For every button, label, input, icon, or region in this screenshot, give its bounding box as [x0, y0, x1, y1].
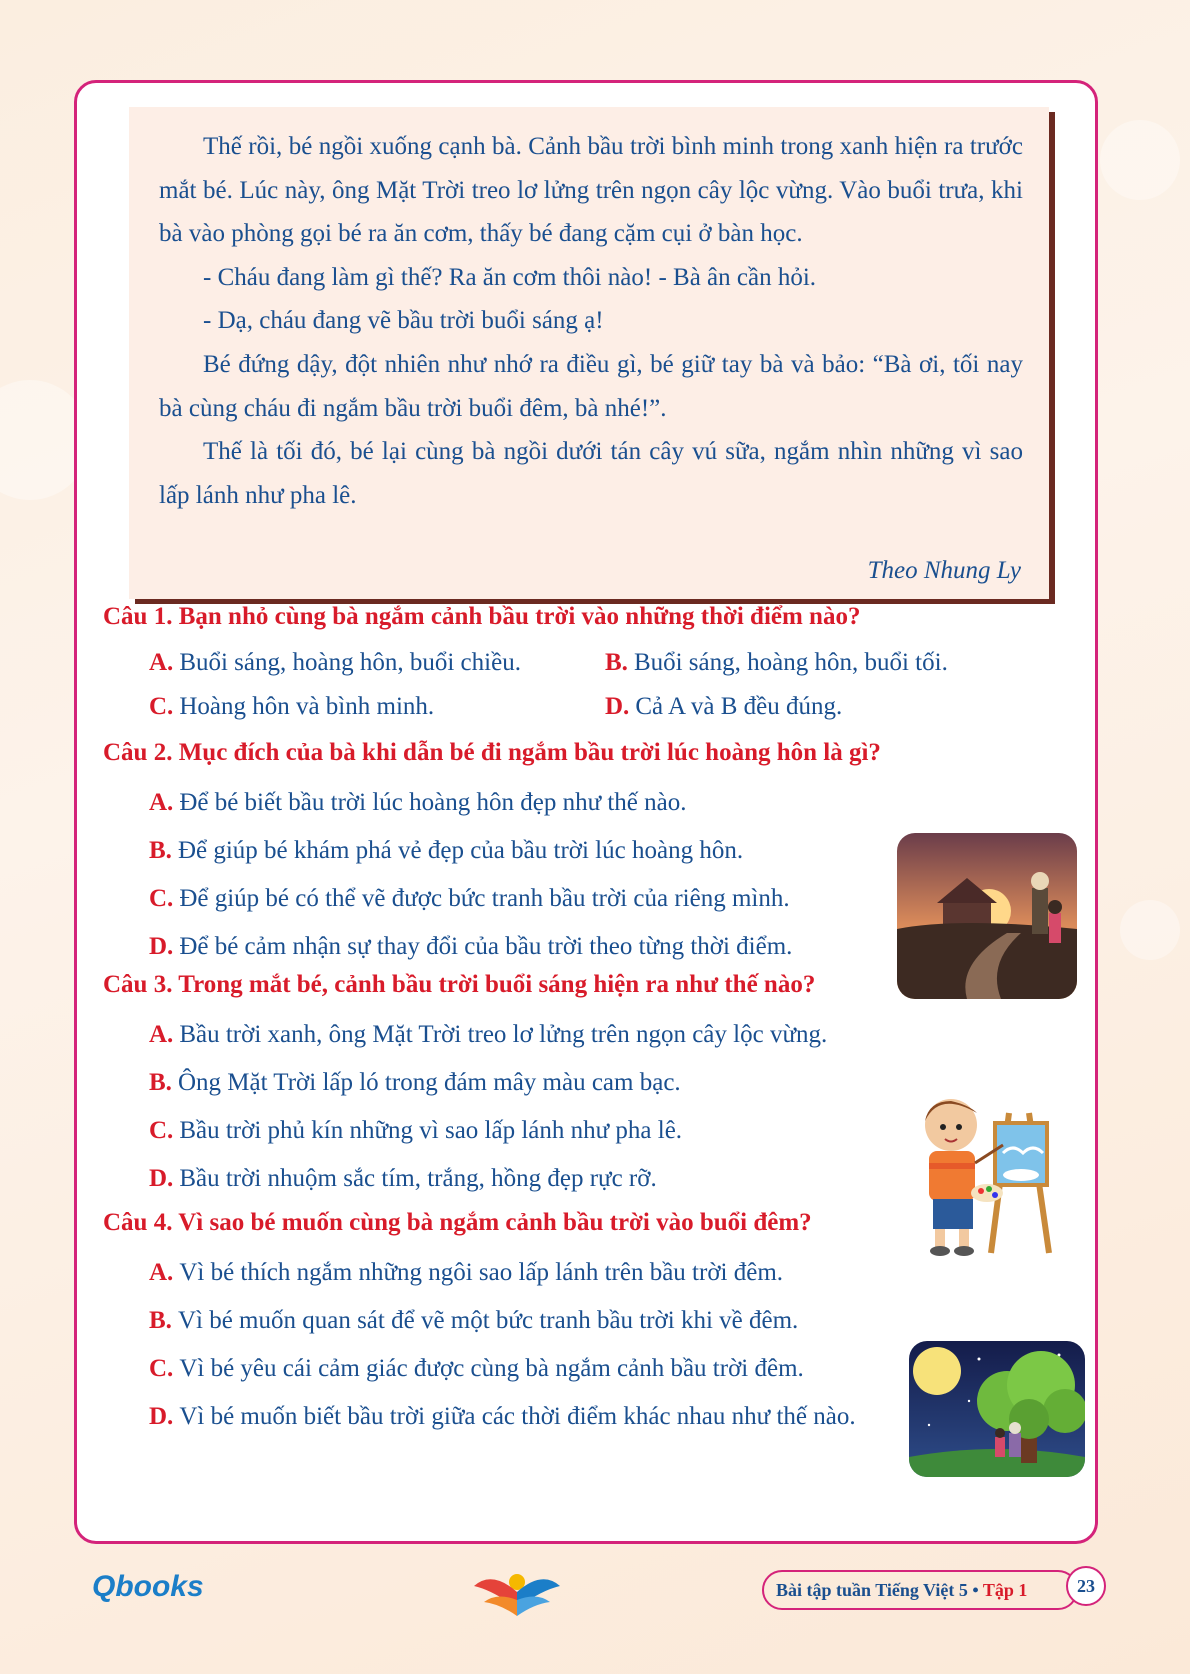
option-text: Buổi sáng, hoàng hôn, buổi tối. — [633, 649, 948, 676]
sunset-grandma-child-image — [897, 833, 1077, 999]
option-letter: D. — [605, 693, 630, 720]
option-text: Để giúp bé khám phá vẻ đẹp của bầu trời lúc hoàng hôn. — [177, 837, 744, 864]
story-paragraph: - Cháu đang làm gì thế? Ra ăn cơm thôi nào! - Bà ân cần hỏi. — [203, 263, 817, 291]
question-3-option-a[interactable] — [149, 1021, 827, 1049]
option-letter: D. — [149, 933, 174, 960]
book-title-badge — [762, 1570, 1078, 1610]
question-2-option-a[interactable] — [149, 789, 687, 817]
option-letter: C. — [149, 885, 174, 912]
boy-painting-image — [899, 1083, 1069, 1263]
option-letter: D. — [149, 1403, 174, 1430]
question-2-title: Câu 2. Mục đích của bà khi dẫn bé đi ngắm bầu trời lúc hoàng hôn là gì? — [103, 739, 881, 766]
question-2-option-c[interactable] — [149, 885, 790, 913]
story-paragraph: Thế rồi, bé ngồi xuống cạnh bà. Cảnh bầu trời bình minh trong xanh hiện ra trước mắt bé. Lúc này, ông Mặt Trời treo lơ lửng trên ngọn cây lộc vừng. Vào buổi trưa, khi bà vào phòng gọi bé ra ăn cơm, thấy bé đang cặm cụi ở bàn học. — [159, 133, 1023, 248]
question-3-title: Câu 3. Trong mắt bé, cảnh bầu trời buổi sáng hiện ra như thế nào? — [103, 971, 816, 998]
option-text: Để giúp bé có thể vẽ được bức tranh bầu trời của riêng mình. — [179, 885, 790, 912]
option-letter: C. — [149, 1355, 174, 1382]
option-letter: C. — [149, 1117, 174, 1144]
story-box — [129, 107, 1049, 599]
option-letter: A. — [149, 789, 174, 816]
page-number: 23 — [1066, 1566, 1106, 1606]
option-text: Vì bé yêu cái cảm giác được cùng bà ngắm cảnh bầu trời đêm. — [179, 1355, 804, 1382]
question-1-option-d[interactable] — [605, 693, 842, 721]
question-3-option-c[interactable] — [149, 1117, 682, 1145]
option-text: Ông Mặt Trời lấp ló trong đám mây màu cam bạc. — [177, 1069, 681, 1096]
option-letter: B. — [149, 1307, 172, 1334]
question-1-option-b[interactable] — [605, 649, 948, 677]
option-letter: D. — [149, 1165, 174, 1192]
option-text: Bầu trời nhuộm sắc tím, trắng, hồng đẹp rực rỡ. — [179, 1165, 657, 1192]
option-text: Vì bé muốn quan sát để vẽ một bức tranh bầu trời khi về đêm. — [177, 1307, 799, 1334]
question-2-option-d[interactable] — [149, 933, 792, 961]
option-letter: B. — [149, 837, 172, 864]
center-emblem — [472, 1570, 562, 1620]
option-text: Bầu trời phủ kín những vì sao lấp lánh như pha lê. — [179, 1117, 683, 1144]
option-letter: A. — [149, 1021, 174, 1048]
story-paragraph: Bé đứng dậy, đột nhiên như nhớ ra điều gì, bé giữ tay bà và bảo: “Bà ơi, tối nay bà cùng cháu đi ngắm bầu trời buổi đêm, bà nhé!”. — [159, 350, 1023, 422]
option-text: Vì bé thích ngắm những ngôi sao lấp lánh trên bầu trời đêm. — [179, 1259, 784, 1286]
option-letter: C. — [149, 693, 174, 720]
question-3-option-b[interactable] — [149, 1069, 681, 1097]
story-paragraph: Thế là tối đó, bé lại cùng bà ngồi dưới tán cây vú sữa, ngắm nhìn những vì sao lấp lánh như pha lê. — [159, 438, 1023, 509]
option-text: Cả A và B đều đúng. — [635, 693, 843, 720]
option-letter: B. — [149, 1069, 172, 1096]
option-text: Buổi sáng, hoàng hôn, buổi chiều. — [179, 649, 521, 676]
story-paragraph: - Dạ, cháu đang vẽ bầu trời buổi sáng ạ! — [203, 307, 604, 335]
story-text — [159, 125, 1023, 517]
night-tree-moon-image — [909, 1341, 1085, 1477]
option-letter: A. — [149, 1259, 174, 1286]
question-4-title: Câu 4. Vì sao bé muốn cùng bà ngắm cảnh bầu trời vào buổi đêm? — [103, 1209, 812, 1236]
question-2-option-b[interactable] — [149, 837, 743, 865]
option-text: Vì bé muốn biết bầu trời giữa các thời điểm khác nhau như thế nào. — [179, 1403, 856, 1430]
question-1-option-c[interactable] — [149, 693, 434, 721]
book-title: Bài tập tuần Tiếng Việt 5 • — [776, 1580, 979, 1600]
option-text: Để bé biết bầu trời lúc hoàng hôn đẹp như thế nào. — [179, 789, 687, 816]
option-letter: A. — [149, 649, 174, 676]
bg-bubble — [1120, 900, 1180, 960]
question-4-option-d[interactable] — [149, 1403, 856, 1431]
question-3-option-d[interactable] — [149, 1165, 657, 1193]
option-text: Hoàng hôn và bình minh. — [179, 693, 435, 720]
question-4-option-c[interactable] — [149, 1355, 804, 1383]
option-letter: B. — [605, 649, 628, 676]
question-4-option-b[interactable] — [149, 1307, 798, 1335]
publisher-logo: Qbooks — [92, 1570, 204, 1603]
question-1-option-a[interactable] — [149, 649, 521, 677]
option-text: Bầu trời xanh, ông Mặt Trời treo lơ lửng trên ngọn cây lộc vừng. — [179, 1021, 828, 1048]
volume-label: Tập 1 — [982, 1580, 1028, 1600]
option-text: Để bé cảm nhận sự thay đổi của bầu trời theo từng thời điểm. — [179, 933, 793, 960]
question-1-title: Câu 1. Bạn nhỏ cùng bà ngắm cảnh bầu trời vào những thời điểm nào? — [103, 603, 861, 630]
bg-bubble — [1100, 120, 1180, 200]
question-4-option-a[interactable] — [149, 1259, 783, 1287]
content-frame — [74, 80, 1098, 1544]
story-author: Theo Nhung Ly — [867, 557, 1021, 584]
